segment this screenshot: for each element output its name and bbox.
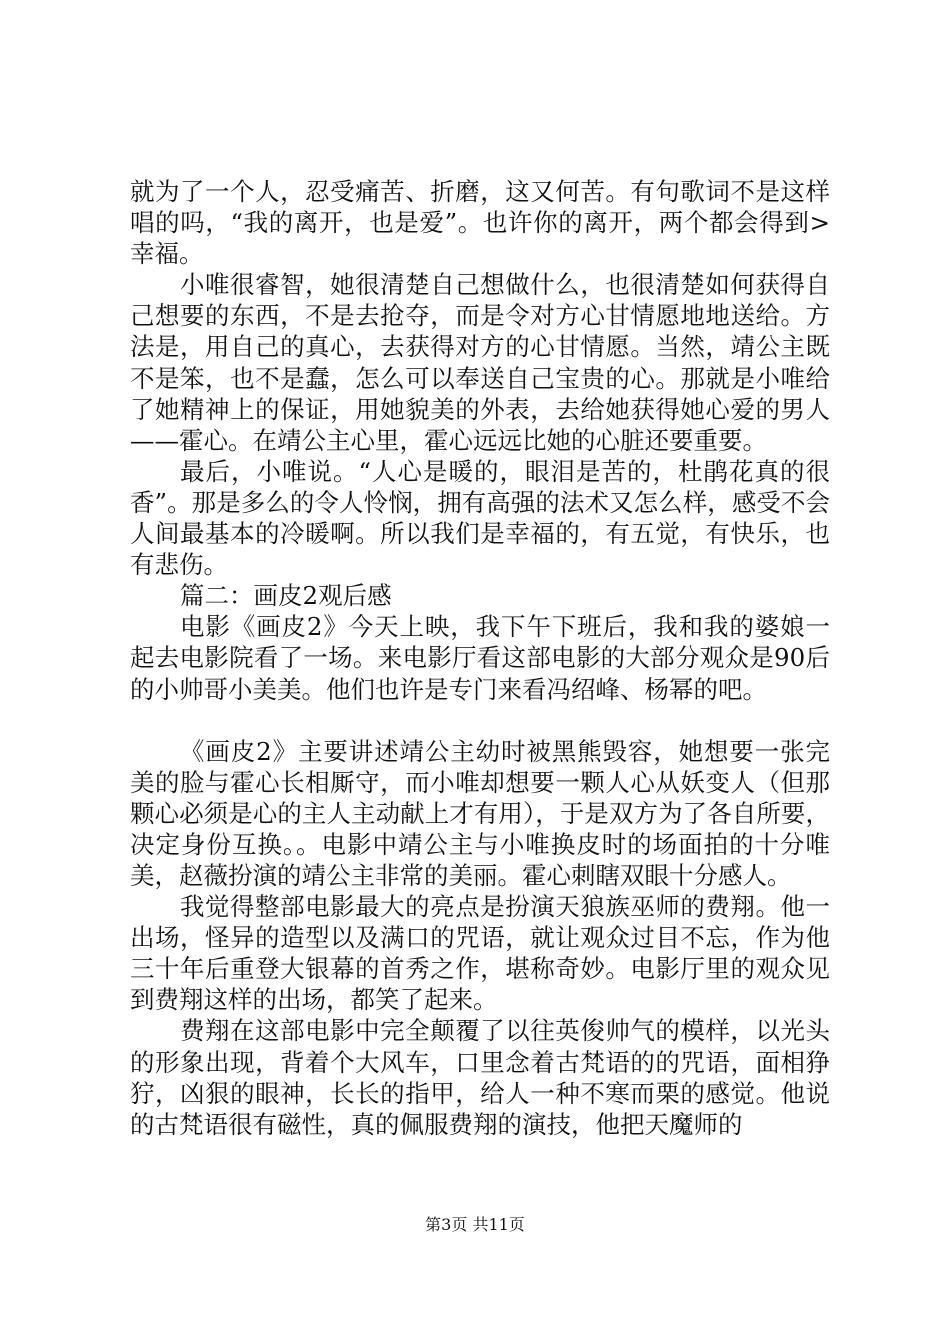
paragraph: 小唯很睿智，她很清楚自己想做什么，也很清楚如何获得自己想要的东西，不是去抢夺，而是令对方心甘情愿地地送给。方法是，用自己的真心，去获得对方的心甘情愿。当然，靖公主既不是笨，也不是蠢，怎么可以奉送自己宝贵的心。那就是小唯给了她精神上的保证，用她貌美的外表，去给她获得她心爱的男人——霍心。在靖公主心里，霍心远远比她的心脏还要重要。: [130, 270, 830, 455]
section-heading: 篇二：画皮2观后感: [180, 581, 392, 611]
paragraph: 电影《画皮2》今天上映，我下午下班后，我和我的婆娘一起去电影院看了一场。来电影厅看这部电影的大部分观众是90后的小帅哥小美美。他们也许是专门来看冯绍峰、杨幂的吧。: [130, 612, 830, 704]
paragraph: 《画皮2》主要讲述靖公主幼时被黑熊毁容，她想要一张完美的脸与霍心长相厮守，而小唯却想要一颗人心从妖变人（但那颗心必须是心的主人主动献上才有用），于是双方为了各自所要，决定身份互换。。电影中靖公主与小唯换皮时的场面拍的十分唯美，赵薇扮演的靖公主非常的美丽。霍心刺瞎双眼十分感人。: [130, 736, 830, 890]
page-number-footer: 第3页 共11页: [425, 1215, 525, 1234]
paragraph: 最后，小唯说。“人心是暖的，眼泪是苦的，杜鹃花真的很香”。那是多么的令人怜悯，拥有高强的法术又怎么样，感受不会人间最基本的冷暖啊。所以我们是幸福的，有五觉，有快乐，也有悲伤。: [130, 456, 830, 580]
document-body: [130, 176, 830, 1140]
paragraph: 费翔在这部电影中完全颠覆了以往英俊帅气的模样，以光头的形象出现，背着个大风车，口里念着古梵语的的咒语，面相狰狞，凶狠的眼神，长长的指甲，给人一种不寒而栗的感觉。他说的古梵语很有磁性，真的佩服费翔的演技，他把天魔师的: [130, 1016, 830, 1139]
blank-line: [130, 705, 830, 736]
paragraph-continued: 就为了一个人，忍受痛苦、折磨，这又何苦。有句歌词不是这样唱的吗，“我的离开，也是爱”。也许你的离开，两个都会得到>幸福。: [130, 177, 830, 269]
paragraph: 我觉得整部电影最大的亮点是扮演天狼族巫师的费翔。他一出场，怪异的造型以及满口的咒语，就让观众过目不忘，作为他三十年后重登大银幕的首秀之作，堪称奇妙。电影厅里的观众见到费翔这样的出场，都笑了起来。: [130, 892, 830, 1015]
